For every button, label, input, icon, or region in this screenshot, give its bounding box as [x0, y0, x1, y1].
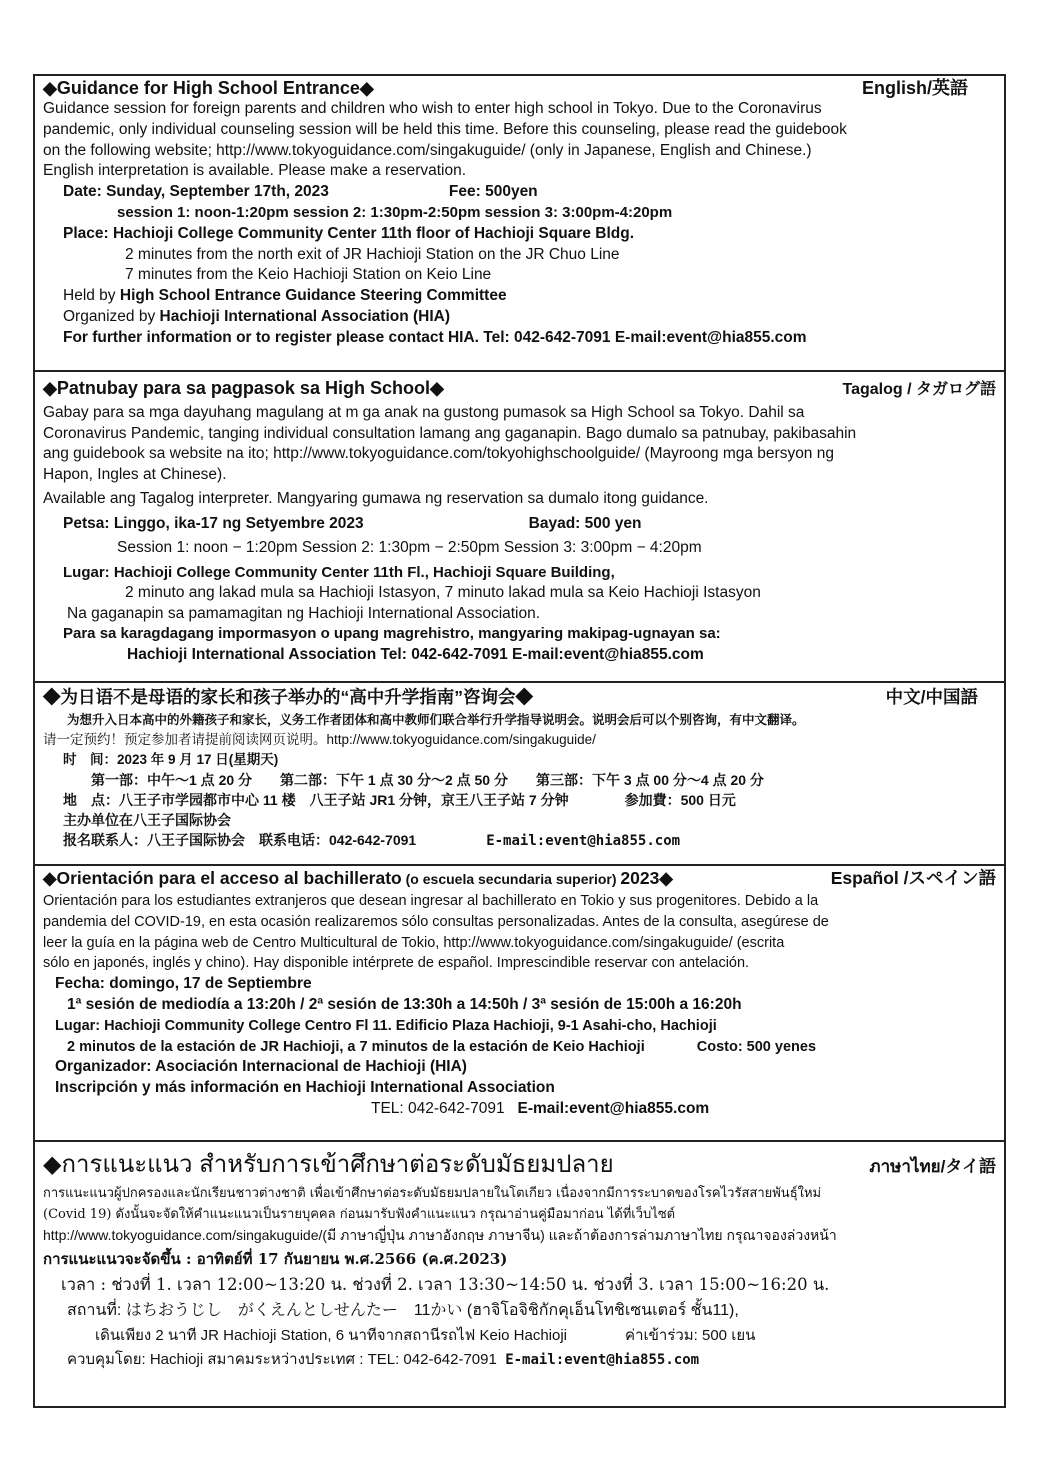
- tagalog-text-line: Hapon, Ingles at Chinese).: [43, 465, 227, 483]
- chinese-title: ◆为日语不是母语的家长和孩子举办的“高中升学指南”咨询会◆: [43, 687, 533, 707]
- english-held-row: [43, 286, 996, 307]
- spanish-section: [35, 866, 1004, 1142]
- thai-text-line: (Covid 19) ดังนั้นจะจัดให้คำแนะแนวเป็นรายบุคคล ก่อนมารับฟังคำแนะแนว กรุณาอ่านคู่มือมาก่อน ได้ที่เว็บไซต์: [43, 1207, 676, 1222]
- thai-access-row: [43, 1324, 996, 1348]
- tagalog-contact-1: Para sa karagdagang impormasyon o upang magrehistro, mangyaring makipag-ugnayan sa:: [63, 625, 721, 642]
- chinese-place-row: [43, 790, 996, 810]
- thai-place: สถานที่: はちおうじし がくえんとしせんたー 11かい (ฮาจิโอจิชิกักคุเอ็นโทชิเซนเตอร์ ชั้น11),: [67, 1302, 739, 1319]
- chinese-section: [35, 683, 1004, 866]
- english-title: ◆Guidance for High School Entrance◆: [43, 78, 374, 98]
- chinese-email: E-mail:event@hia855.com: [486, 833, 681, 849]
- thai-header: [43, 1143, 996, 1183]
- tagalog-access: 2 minuto ang lakad mula sa Hachioji Istasyon, 7 minuto lakad mula sa Keio Hachioji Istasyon: [125, 584, 761, 601]
- thai-contact-row: [43, 1348, 996, 1372]
- english-access-1: 2 minutes from the north exit of JR Hachioji Station on the JR Chuo Line: [125, 245, 620, 263]
- spanish-access: 2 minutos de la estación de JR Hachioji, a 7 minutos de la estación de Keio Hachioji: [67, 1038, 645, 1055]
- spanish-title-row: [43, 867, 673, 891]
- spanish-contact-row: [43, 1099, 996, 1120]
- english-text-line: pandemic, only individual counseling session will be held this time. Before this counseling, please read the guidebook: [43, 120, 847, 138]
- english-place: Place: Hachioji College Community Center 11th floor of Hachioji Square Bldg.: [63, 224, 635, 242]
- english-access-2: 7 minutes from the Keio Hachioji Station on Keio Line: [125, 266, 492, 284]
- english-held-by: High School Entrance Guidance Steering Committee: [119, 287, 507, 305]
- english-text-line: English interpretation is available. Please make a reservation.: [43, 162, 467, 180]
- thai-text-line: การแนะแนวผู้ปกครองและนักเรียนชาวต่างชาติ เพื่อเข้าศึกษาต่อระดับมัธยมปลายในโตเกียว เนื่องจากมีการระบาดของโรคไวรัสสายพันธุ์ใหม่: [43, 1186, 822, 1201]
- tagalog-date-row: [43, 514, 996, 535]
- spanish-header: [43, 867, 996, 891]
- tagalog-fee: Bayad: 500 yen: [528, 514, 642, 532]
- thai-lang-label: ภาษาไทย/タイ語: [869, 1157, 996, 1176]
- chinese-date: 时 间：2023 年 9 月 17 日(星期天): [63, 752, 279, 767]
- spanish-text-line: sólo en japonés, inglés y chino). Hay disponible intérprete de español. Imprescindible reservar con antelación.: [43, 955, 750, 972]
- tagalog-text-line: ang guidebook sa website na ito; http://www.tokyoguidance.com/tokyohighschoolguide/ (Mayroong mga bersyon ng: [43, 445, 834, 462]
- tagalog-text-line: Available ang Tagalog interpreter. Mangyaring gumawa ng reservation sa dumalo itong guidance.: [43, 490, 709, 507]
- spanish-text-line: pandemia del COVID-19, en esta ocasión realizaremos sólo consultas personalizadas. Antes de la consulta, asegúrese de: [43, 913, 829, 930]
- chinese-organizer: 主办单位在八王子国际协会: [63, 812, 231, 828]
- tagalog-held: Na gaganapin sa pamamagitan ng Hachioji International Association.: [67, 604, 541, 622]
- tagalog-text-line: Gabay para sa mga dayuhang magulang at m ga anak na gustong pumasok sa High School sa Tokyo. Dahil sa: [43, 404, 805, 421]
- chinese-lang-label: 中文/中国語: [885, 687, 978, 707]
- tagalog-header: [43, 373, 996, 403]
- thai-title: ◆การแนะแนว สำหรับการเข้าศึกษาต่อระดับมัธยมปลาย: [43, 1151, 614, 1178]
- english-contact: For further information or to register please contact HIA. Tel: 042-642-7091 E-mail:event@hia855.com: [63, 328, 807, 346]
- spanish-info: Inscripción y más información en Hachioji International Association: [55, 1079, 555, 1097]
- thai-access: เดินเพียง 2 นาที JR Hachioji Station, 6 นาทีจากสถานีรถไฟ Keio Hachioji: [95, 1327, 568, 1344]
- spanish-organizer: Organizador: Asociación Internacional de Hachioji (HIA): [55, 1058, 467, 1076]
- spanish-title-end: 2023◆: [620, 868, 673, 888]
- english-section: [35, 76, 1004, 372]
- english-lang-label: English/英語: [861, 78, 968, 98]
- thai-email: E-mail:event@hia855.com: [505, 1352, 700, 1368]
- chinese-sessions: 第一部：中午～1 点 20 分 第二部：下午 1 点 30 分～2 点 50 分 第三部：下午 3 点 00 分～4 点 20 分: [91, 772, 764, 788]
- tagalog-lang-label: Tagalog / タガログ語: [842, 381, 996, 398]
- spanish-fee: Costo: 500 yenes: [696, 1038, 817, 1055]
- tagalog-place: Lugar: Hachioji College Community Center 11th Fl., Hachioji Square Building,: [63, 563, 615, 581]
- english-org-prefix: Organized by: [63, 307, 160, 325]
- tagalog-section: [35, 372, 1004, 683]
- english-text-line: Guidance session for foreign parents and children who wish to enter high school in Tokyo. Due to the Coronavirus: [43, 100, 822, 117]
- english-fee: Fee: 500yen: [448, 183, 538, 201]
- chinese-contact-row: [43, 830, 996, 851]
- english-held-prefix: Held by: [63, 287, 120, 305]
- spanish-text-line: Orientación para los estudiantes extranjeros que desean ingresar al bachillerato en Tokio y sus progenitores. Debido a la: [43, 893, 819, 909]
- thai-fee: ค่าเข้าร่วม: 500 เยน: [625, 1327, 756, 1344]
- chinese-fee: 参加費：500 日元: [624, 792, 736, 808]
- spanish-access-row: [43, 1037, 996, 1058]
- english-sessions: session 1: noon-1:20pm session 2: 1:30pm-2:50pm session 3: 3:00pm-4:20pm: [117, 203, 673, 221]
- thai-sessions: เวลา : ช่วงที่ 1. เวลา 12:00~13:20 น. ช่วงที่ 2. เวลา 13:30~14:50 น. ช่วงที่ 3. เวลา 15:00~16:20 น.: [61, 1275, 830, 1294]
- spanish-sessions: 1ª sesión de mediodía a 13:20h / 2ª sesión de 13:30h a 14:50h / 3ª sesión de 15:00h a 16:20h: [67, 995, 742, 1013]
- english-organized-row: [43, 307, 996, 328]
- tagalog-sessions: Session 1: noon − 1:20pm Session 2: 1:30pm − 2:50pm Session 3: 3:00pm − 4:20pm: [117, 539, 702, 556]
- spanish-date: Fecha: domingo, 17 de Septiembre: [55, 975, 312, 993]
- spanish-lang-label: Español /スペイン語: [830, 868, 996, 888]
- tagalog-text-line: Coronavirus Pandemic, tanging individual consultation lamang ang gaganapin. Bago dumalo sa patnubay, pakibasahin: [43, 424, 857, 442]
- flyer: [33, 74, 1006, 1408]
- english-organized-by: Hachioji International Association (HIA): [159, 307, 451, 325]
- spanish-tel: TEL: 042-642-7091: [371, 1099, 505, 1117]
- thai-organizer: ควบคุมโดย: Hachioji สมาคมระหว่างประเทศ : TEL: 042-642-7091: [67, 1351, 497, 1368]
- thai-date: การแนะแนวจะจัดขึ้น : อาทิตย์ที่ 17 กันยายน พ.ศ.2566 (ค.ศ.2023): [43, 1250, 508, 1268]
- thai-text-line: http://www.tokyoguidance.com/singakuguide/(มี ภาษาญี่ปุ่น ภาษาอังกฤษ ภาษาจีน) และถ้าต้องการล่ามภาษาไทย กรุณาจองล่วงหน้า: [43, 1227, 837, 1243]
- spanish-title-small: (o escuela secundaria superior): [401, 871, 621, 887]
- english-text-line: on the following website; http://www.tokyoguidance.com/singakuguide/ (only in Japanese, English and Chinese.): [43, 141, 812, 159]
- tagalog-contact-2: Hachioji International Association Tel: 042-642-7091 E-mail:event@hia855.com: [127, 645, 704, 663]
- english-date-row: [43, 182, 996, 203]
- spanish-place: Lugar: Hachioji Community College Centro Fl 11. Edificio Plaza Hachioji, 9-1 Asahi-cho, Hachioji: [55, 1017, 717, 1034]
- chinese-text-line: 为想升入日本高中的外籍孩子和家长，义务工作者团体和高中教师们联合举行升学指导说明会。说明会后可以个别咨询，有中文翻译。: [67, 713, 805, 727]
- thai-section: [35, 1142, 1004, 1406]
- english-header: [43, 77, 996, 99]
- chinese-header: [43, 684, 996, 710]
- english-date: Date: Sunday, September 17th, 2023: [63, 183, 329, 201]
- spanish-text-line: leer la guía en la página web de Centro Multicultural de Tokio, http://www.tokyoguidance.com/singakuguide/ (escrita: [43, 934, 785, 951]
- chinese-text-line: 请一定预约！预定参加者请提前阅读网页说明。http://www.tokyoguidance.com/singakuguide/: [43, 732, 596, 747]
- chinese-contact: 报名联系人：八王子国际协会 联系电话：042-642-7091: [63, 832, 417, 848]
- tagalog-date: Petsa: Linggo, ika-17 ng Setyembre 2023: [63, 514, 364, 532]
- chinese-place: 地 点：八王子市学园都市中心 11 楼 八王子站 JR1 分钟，京王八王子站 7 分钟: [63, 792, 569, 808]
- spanish-email: E-mail:event@hia855.com: [517, 1099, 710, 1117]
- spanish-title: ◆Orientación para el acceso al bachillerato: [43, 868, 402, 888]
- tagalog-title: ◆Patnubay para sa pagpasok sa High School◆: [43, 378, 444, 398]
